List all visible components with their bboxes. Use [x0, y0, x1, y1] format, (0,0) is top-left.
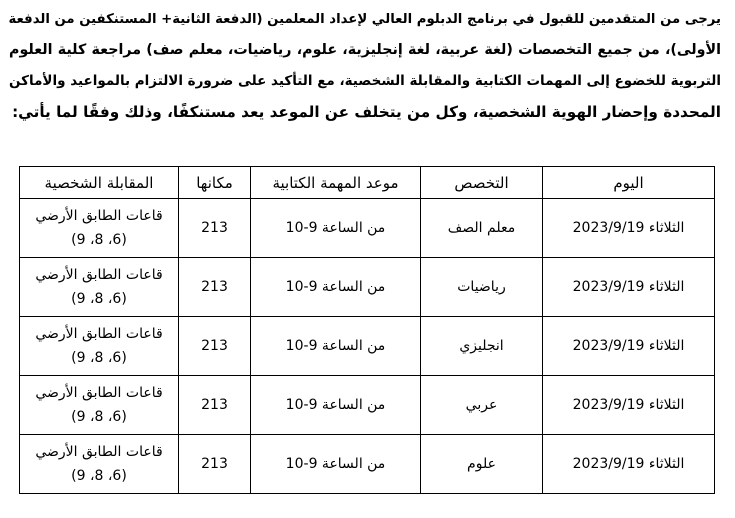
- cell-interview: [20, 199, 179, 258]
- header-interview: المقابلة الشخصية: [20, 167, 179, 199]
- cell-location: 213: [179, 317, 251, 376]
- cell-day: الثلاثاء 2023/9/19: [543, 317, 715, 376]
- schedule-table: [19, 166, 715, 494]
- table-row: [20, 317, 715, 376]
- interview-hall-numbers: (6، 8، 9): [71, 291, 127, 307]
- cell-specialization: علوم: [421, 435, 543, 494]
- table-row: [20, 435, 715, 494]
- intro-line: التربوية للخضوع إلى المهمات الكتابية والمقابلة الشخصية، مع التأكيد على ضرورة الالتزام بالمواعيد والأماكن: [9, 73, 721, 89]
- cell-location: 213: [179, 435, 251, 494]
- interview-hall-numbers: (6، 8، 9): [71, 409, 127, 425]
- interview-halls: قاعات الطابق الأرضي: [35, 267, 163, 283]
- interview-halls: قاعات الطابق الأرضي: [35, 326, 163, 342]
- cell-specialization: رياضيات: [421, 258, 543, 317]
- header-written-time: موعد المهمة الكتابية: [251, 167, 421, 199]
- interview-hall-numbers: (6، 8، 9): [71, 232, 127, 248]
- cell-day: الثلاثاء 2023/9/19: [543, 435, 715, 494]
- cell-specialization: انجليزي: [421, 317, 543, 376]
- interview-hall-numbers: (6، 8، 9): [71, 468, 127, 484]
- cell-interview: [20, 376, 179, 435]
- cell-location: 213: [179, 258, 251, 317]
- header-day: اليوم: [543, 167, 715, 199]
- cell-interview: [20, 258, 179, 317]
- table-row: [20, 199, 715, 258]
- cell-written-time: من الساعة 9-10: [251, 376, 421, 435]
- cell-day: الثلاثاء 2023/9/19: [543, 376, 715, 435]
- cell-written-time: من الساعة 9-10: [251, 317, 421, 376]
- cell-written-time: من الساعة 9-10: [251, 435, 421, 494]
- interview-halls: قاعات الطابق الأرضي: [35, 385, 163, 401]
- table-header-row: [20, 167, 715, 199]
- intro-paragraph: [9, 4, 721, 128]
- intro-line: الأولى)، من جميع التخصصات (لغة عربية، لغة إنجليزية، علوم، رياضيات، معلم صف) مراجعة كلية العلوم: [9, 42, 721, 58]
- intro-line: المحددة وإحضار الهوية الشخصية، وكل من يتخلف عن الموعد يعد مستنكفًا، وذلك وفقًا لما يأتي:: [12, 103, 721, 121]
- header-specialization: التخصص: [421, 167, 543, 199]
- interview-halls: قاعات الطابق الأرضي: [35, 444, 163, 460]
- table-row: [20, 258, 715, 317]
- cell-interview: [20, 435, 179, 494]
- cell-day: الثلاثاء 2023/9/19: [543, 258, 715, 317]
- cell-interview: [20, 317, 179, 376]
- header-location: مكانها: [179, 167, 251, 199]
- interview-halls: قاعات الطابق الأرضي: [35, 208, 163, 224]
- cell-specialization: معلم الصف: [421, 199, 543, 258]
- table-row: [20, 376, 715, 435]
- cell-location: 213: [179, 376, 251, 435]
- cell-specialization: عربي: [421, 376, 543, 435]
- cell-written-time: من الساعة 9-10: [251, 258, 421, 317]
- cell-location: 213: [179, 199, 251, 258]
- cell-day: الثلاثاء 2023/9/19: [543, 199, 715, 258]
- cell-written-time: من الساعة 9-10: [251, 199, 421, 258]
- intro-line: يرجى من المتقدمين للقبول في برنامج الدبلوم العالي لإعداد المعلمين (الدفعة الثانية+ المستنكفين من الدفعة: [8, 12, 721, 27]
- interview-hall-numbers: (6، 8، 9): [71, 350, 127, 366]
